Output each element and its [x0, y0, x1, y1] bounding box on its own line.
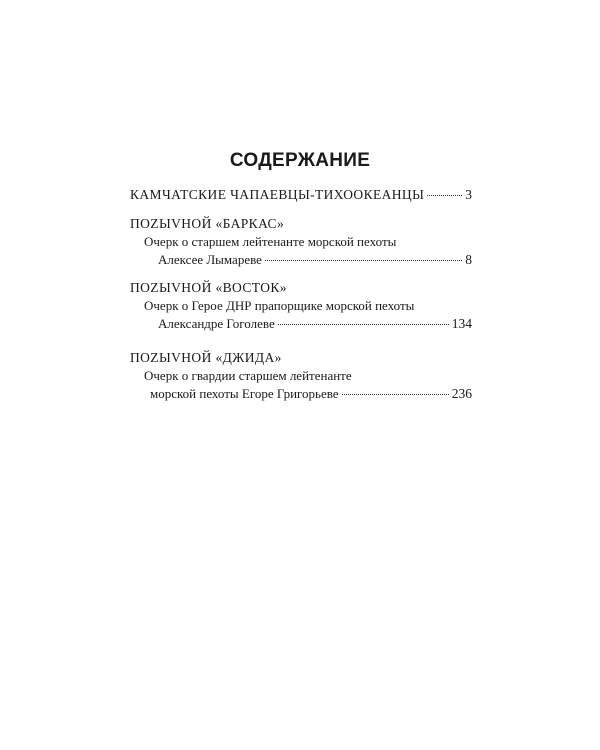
toc-page-number: 236	[451, 386, 472, 401]
toc-entry-description-text: Очерк о старшем лейтенанте морской пехоты	[144, 234, 397, 249]
toc-entry-name: Алексее Лымареве	[158, 252, 262, 267]
toc-entry-name-line	[130, 315, 472, 333]
toc-entry-name-line	[130, 251, 472, 269]
toc-entry-line	[130, 186, 472, 204]
toc-entry-heading-line	[130, 215, 472, 233]
toc-page-number: 134	[451, 316, 472, 331]
toc-entry-barkas[interactable]	[130, 215, 472, 269]
toc-entry-description	[130, 367, 472, 385]
toc-entry-heading-line	[130, 279, 472, 297]
dot-leader	[427, 195, 462, 196]
toc-entry-description	[130, 297, 472, 315]
toc-entry-dzhida[interactable]	[130, 349, 472, 403]
toc-entry-name: Александре Гоголеве	[158, 316, 275, 331]
dot-leader	[342, 394, 449, 395]
toc-entry-description-text: Очерк о гвардии старшем лейтенанте	[144, 368, 352, 383]
toc-entry-heading: ПОZЫVНОЙ «БАРКАС»	[130, 216, 285, 231]
dot-leader	[278, 324, 449, 325]
toc-page-number: 3	[465, 187, 472, 202]
toc-entry-description-text: Очерк о Герое ДНР прапорщике морской пехоты	[144, 298, 415, 313]
toc-entry-heading-line	[130, 349, 472, 367]
toc-page-number: 8	[465, 252, 472, 267]
dot-leader	[265, 260, 462, 261]
toc-entry-description	[130, 233, 472, 251]
toc-entry-heading: ПОZЫVНОЙ «ВОСТОК»	[130, 280, 287, 295]
table-of-contents	[130, 186, 472, 415]
toc-entry-vostok[interactable]	[130, 279, 472, 333]
toc-entry-heading: КАМЧАТСКИЕ ЧАПАЕВЦЫ-ТИХООКЕАНЦЫ	[130, 187, 425, 202]
toc-entry-name: морской пехоты Егоре Григорьеве	[150, 386, 339, 401]
toc-entry-name-line	[130, 385, 472, 403]
toc-entry-heading: ПОZЫVНОЙ «ДЖИДА»	[130, 350, 282, 365]
page-title: СОДЕРЖАНИЕ	[229, 150, 371, 171]
toc-entry-kamchatka[interactable]	[130, 186, 472, 204]
